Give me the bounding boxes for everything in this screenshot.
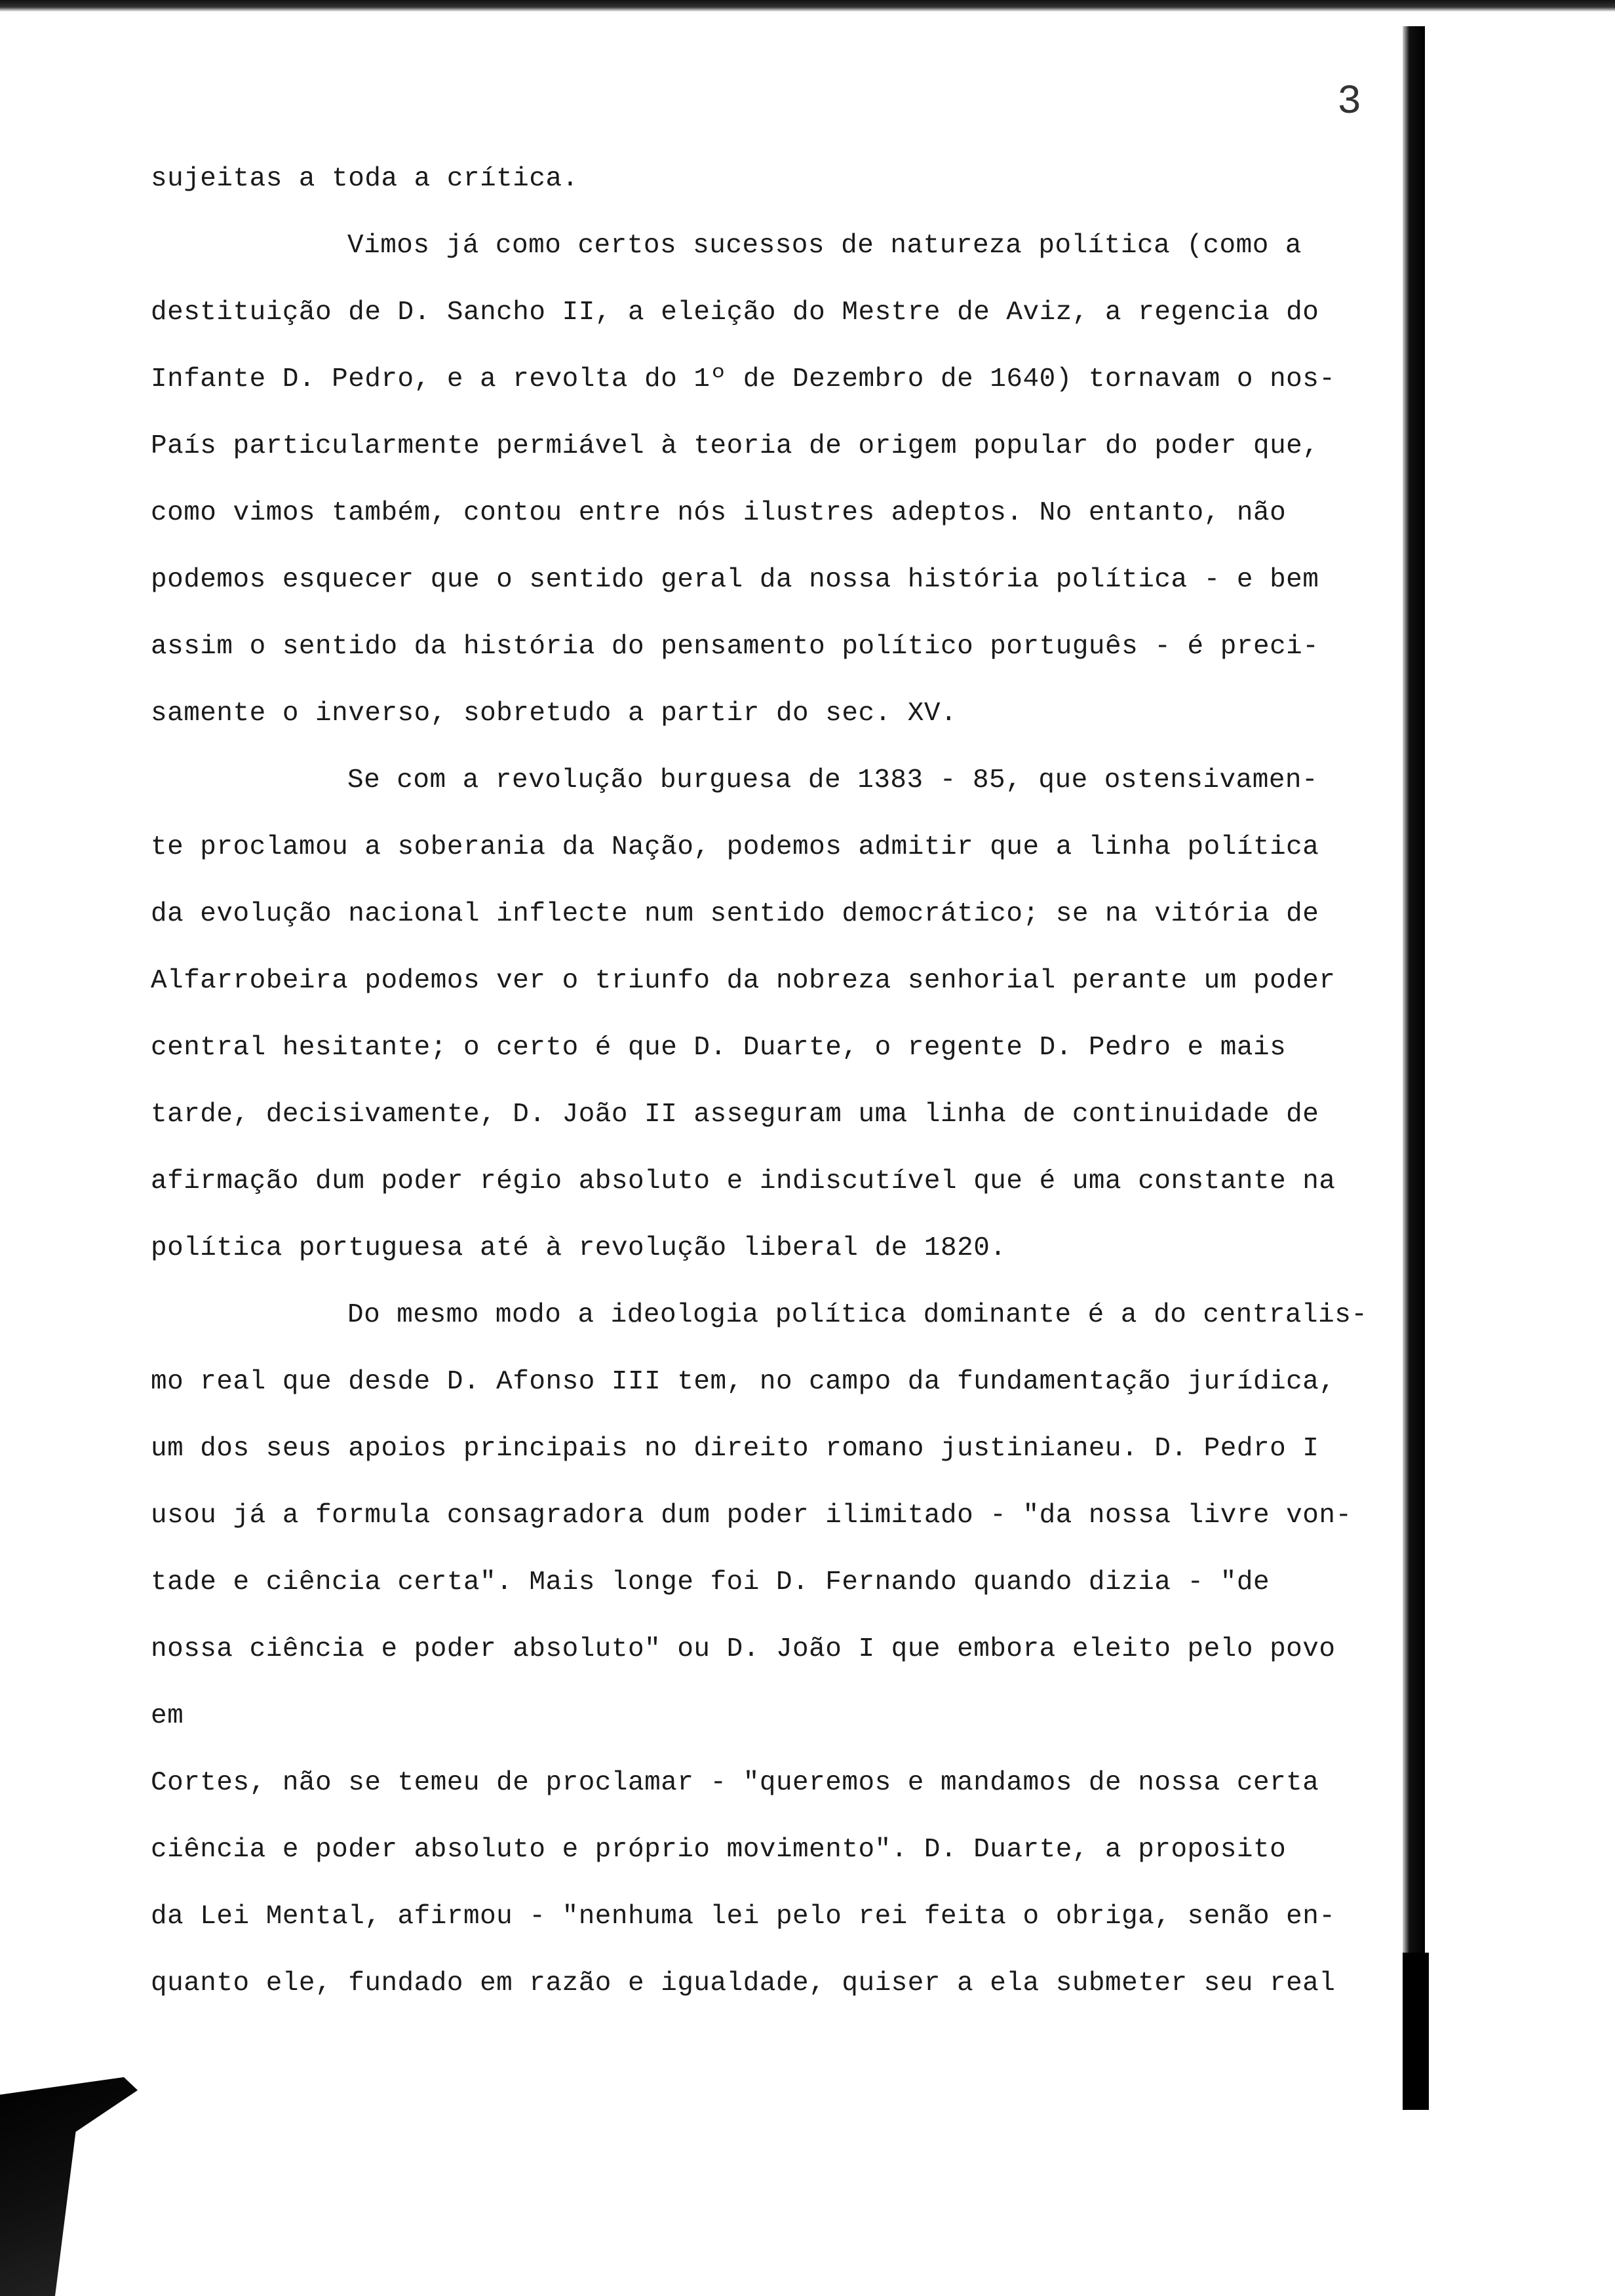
scan-corner-shadow (0, 2077, 138, 2296)
text-line: te proclamou a soberania da Nação, podemos admitir que a linha política (151, 832, 1319, 862)
text-line: País particularmente permiável à teoria de origem popular do poder que, (151, 431, 1319, 461)
paragraph-start: Vimos já como certos sucessos de natureza política (como a (347, 231, 1302, 261)
text-line: Infante D. Pedro, e a revolta do 1º de Dezembro de 1640) tornavam o nos- (151, 364, 1336, 394)
scan-top-edge (0, 0, 1615, 12)
text-line: Cortes, não se temeu de proclamar - "queremos e mandamos de nossa certa (151, 1768, 1319, 1798)
scan-right-edge-dark (1403, 1953, 1429, 2110)
text-line: como vimos também, contou entre nós ilustres adeptos. No entanto, não (151, 498, 1287, 528)
text-line: Alfarrobeira podemos ver o triunfo da nobreza senhorial perante um poder (151, 966, 1336, 996)
text-line: central hesitante; o certo é que D. Duarte, o regente D. Pedro e mais (151, 1033, 1287, 1063)
page-number: 3 (1337, 79, 1362, 125)
text-line: quanto ele, fundado em razão e igualdade, quiser a ela submeter seu real (151, 1968, 1336, 1999)
text-line: afirmação dum poder régio absoluto e indiscutível que é uma constante na (151, 1166, 1336, 1196)
text-line: assim o sentido da história do pensamento político português - é preci- (151, 632, 1319, 662)
text-line: da Lei Mental, afirmou - "nenhuma lei pelo rei feita o obriga, senão en- (151, 1902, 1336, 1932)
text-line: política portuguesa até à revolução liberal de 1820. (151, 1233, 1007, 1263)
text-line: nossa ciência e poder absoluto" ou D. João I que embora eleito pelo povo em (151, 1634, 1336, 1731)
paragraph-start: Se com a revolução burguesa de 1383 - 85, que ostensivamen- (347, 765, 1319, 795)
text-line: destituição de D. Sancho II, a eleição do Mestre de Aviz, a regencia do (151, 297, 1319, 328)
text-line: um dos seus apoios principais no direito romano justinianeu. D. Pedro I (151, 1434, 1319, 1464)
text-line: samente o inverso, sobretudo a partir do sec. XV. (151, 698, 958, 729)
paragraph-start: Do mesmo modo a ideologia política dominante é a do centralis- (347, 1300, 1368, 1330)
text-line: da evolução nacional inflecte num sentido democrático; se na vitória de (151, 899, 1319, 929)
document-body (151, 145, 1383, 2017)
text-line: mo real que desde D. Afonso III tem, no campo da fundamentação jurídica, (151, 1367, 1336, 1397)
scan-right-edge (1403, 26, 1425, 2110)
text-line: sujeitas a toda a crítica. (151, 164, 579, 194)
text-line: ciência e poder absoluto e próprio movimento". D. Duarte, a proposito (151, 1835, 1287, 1865)
text-line: podemos esquecer que o sentido geral da nossa história política - e bem (151, 565, 1319, 595)
text-line: tade e ciência certa". Mais longe foi D. Fernando quando dizia - "de (151, 1567, 1270, 1598)
text-line: tarde, decisivamente, D. João II asseguram uma linha de continuidade de (151, 1100, 1319, 1130)
text-line: usou já a formula consagradora dum poder ilimitado - "da nossa livre von- (151, 1501, 1352, 1531)
